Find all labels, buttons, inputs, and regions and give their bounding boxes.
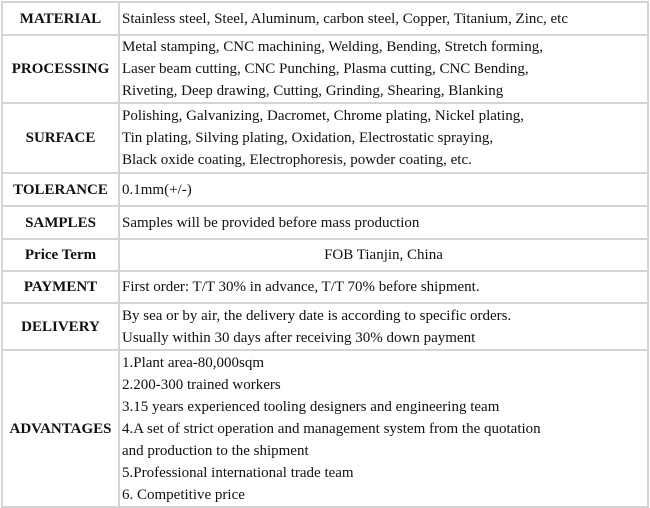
table-row [2,271,648,303]
table-row [2,350,648,507]
value-line: Riveting, Deep drawing, Cutting, Grinding, Shearing, Blanking [122,83,504,99]
table-row [2,35,648,103]
row-value [119,239,648,271]
row-value [119,206,648,239]
value-line: Usually within 30 days after receiving 30% down payment [122,329,476,346]
row-label: SAMPLES [2,206,119,239]
value-line: 0.1mm(+/-) [122,181,192,198]
table-row [2,239,648,271]
value-line: Polishing, Galvanizing, Dacromet, Chrome plating, Nickel plating, [122,108,525,124]
value-line: 3.15 years experienced tooling designers and engineering team [122,398,500,415]
value-line: By sea or by air, the delivery date is according to specific orders. [122,307,512,324]
row-label: PAYMENT [2,271,119,303]
row-label: MATERIAL [2,2,119,35]
table-row [2,2,648,35]
row-value [119,303,648,350]
value-line: Metal stamping, CNC machining, Welding, Bending, Stretch forming, [122,39,543,55]
value-line: Black oxide coating, Electrophoresis, powder coating, etc. [122,152,472,168]
value-line: 4.A set of strict operation and management system from the quotation [122,420,541,437]
row-value [119,103,648,173]
value-line: Samples will be provided before mass production [122,214,420,231]
value-line: Tin plating, Silving plating, Oxidation, Electrostatic spraying, [122,130,494,146]
table-row [2,206,648,239]
row-label: ADVANTAGES [2,350,119,507]
row-value [119,271,648,303]
table-row [2,103,648,173]
row-label: SURFACE [2,103,119,173]
value-line: Laser beam cutting, CNC Punching, Plasma cutting, CNC Bending, [122,61,529,77]
value-line: 5.Professional international trade team [122,464,354,481]
row-value [119,173,648,206]
row-value [119,35,648,103]
value-line: and production to the shipment [122,442,309,459]
row-label: PROCESSING [2,35,119,103]
row-value [119,350,648,507]
row-label: DELIVERY [2,303,119,350]
value-line: 2.200-300 trained workers [122,376,281,393]
row-label: Price Term [2,239,119,271]
value-line: Stainless steel, Steel, Aluminum, carbon steel, Copper, Titanium, Zinc, etc [122,10,569,27]
value-line: FOB Tianjin, China [324,247,443,263]
value-line: 6. Competitive price [122,486,245,503]
product-spec-table [1,1,649,508]
row-label: TOLERANCE [2,173,119,206]
table-row [2,173,648,206]
table-row [2,303,648,350]
row-value [119,2,648,35]
value-line: 1.Plant area-80,000sqm [122,354,265,371]
value-line: First order: T/T 30% in advance, T/T 70% before shipment. [122,279,480,295]
